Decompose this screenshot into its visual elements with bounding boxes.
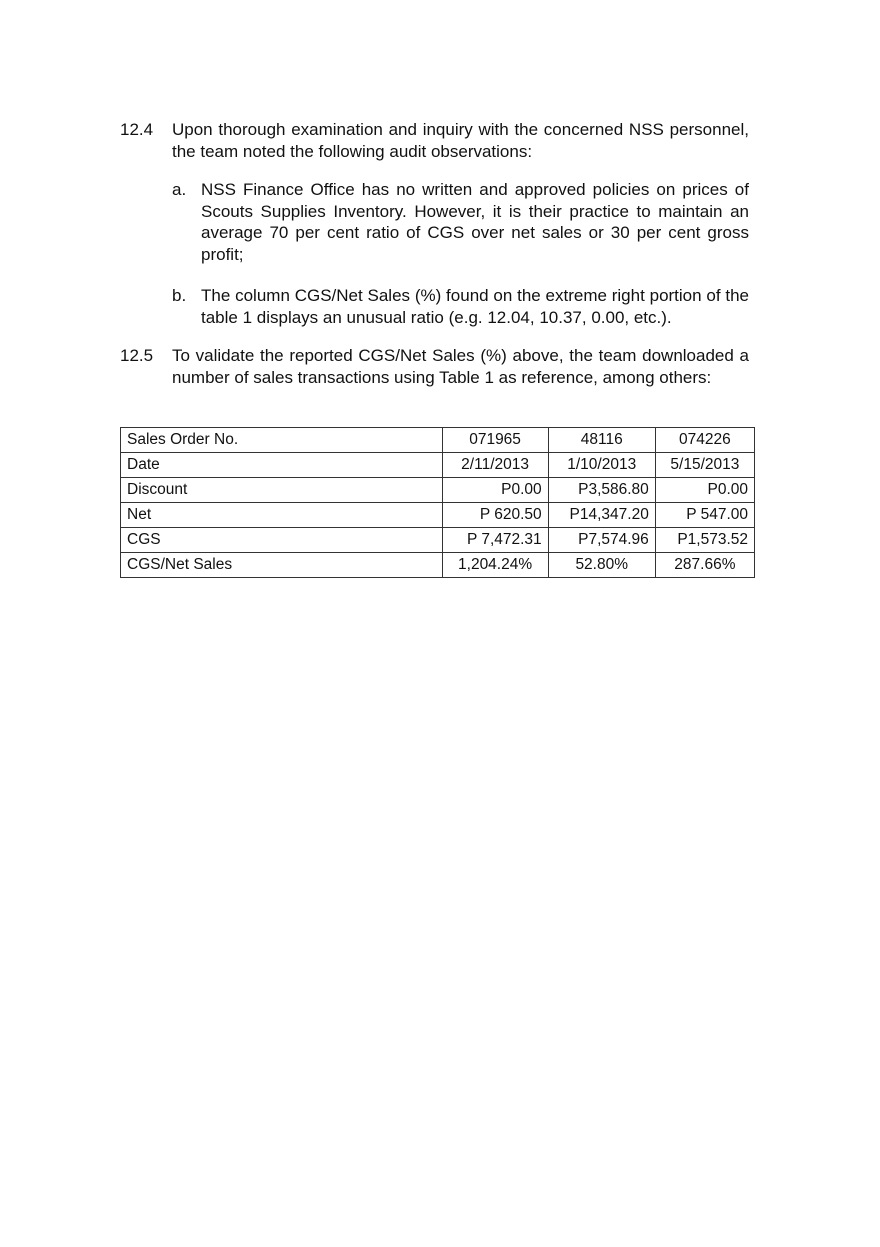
table-cell: P1,573.52 (655, 528, 754, 553)
row-label: Discount (121, 478, 443, 503)
table-row (121, 528, 755, 553)
row-label: CGS (121, 528, 443, 553)
row-label: CGS/Net Sales (121, 553, 443, 578)
table-row (121, 478, 755, 503)
sales-table (120, 427, 755, 578)
item-letter: b. (172, 286, 187, 305)
row-label: Net (121, 503, 443, 528)
table-cell: 071965 (442, 428, 548, 453)
table-cell: P0.00 (442, 478, 548, 503)
table-cell: P 620.50 (442, 503, 548, 528)
table-row (121, 553, 755, 578)
section-number: 12.5 (120, 346, 154, 365)
section-text: To validate the reported CGS/Net Sales (%) above, the team downloaded a number of sales transactions using Table 1 as reference, among others: (172, 346, 749, 387)
table-row (121, 453, 755, 478)
item-text: The column CGS/Net Sales (%) found on the extreme right portion of the table 1 displays an unusual ratio (e.g. 12.04, 10.37, 0.00, etc.). (201, 286, 749, 327)
row-label: Date (121, 453, 443, 478)
table-row (121, 428, 755, 453)
table-cell: 287.66% (655, 553, 754, 578)
table-cell: P3,586.80 (548, 478, 655, 503)
table-cell: 48116 (548, 428, 655, 453)
table-cell: P 547.00 (655, 503, 754, 528)
table-cell: 2/11/2013 (442, 453, 548, 478)
table-cell: 52.80% (548, 553, 655, 578)
row-label: Sales Order No. (121, 428, 443, 453)
table-cell: 074226 (655, 428, 754, 453)
section-number: 12.4 (120, 120, 154, 139)
item-text: NSS Finance Office has no written and approved policies on prices of Scouts Supplies Inventory. However, it is their practice to maintain an average 70 per cent ratio of CGS over net sales or 30 per cent gross profit; (201, 180, 749, 264)
table-cell: P0.00 (655, 478, 754, 503)
table-row (121, 503, 755, 528)
section-text: Upon thorough examination and inquiry with the concerned NSS personnel, the team noted the following audit observations: (172, 120, 749, 161)
item-letter: a. (172, 180, 187, 199)
table-cell: P14,347.20 (548, 503, 655, 528)
table-cell: P 7,472.31 (442, 528, 548, 553)
table-cell: P7,574.96 (548, 528, 655, 553)
table-cell: 5/15/2013 (655, 453, 754, 478)
table-cell: 1,204.24% (442, 553, 548, 578)
table-cell: 1/10/2013 (548, 453, 655, 478)
